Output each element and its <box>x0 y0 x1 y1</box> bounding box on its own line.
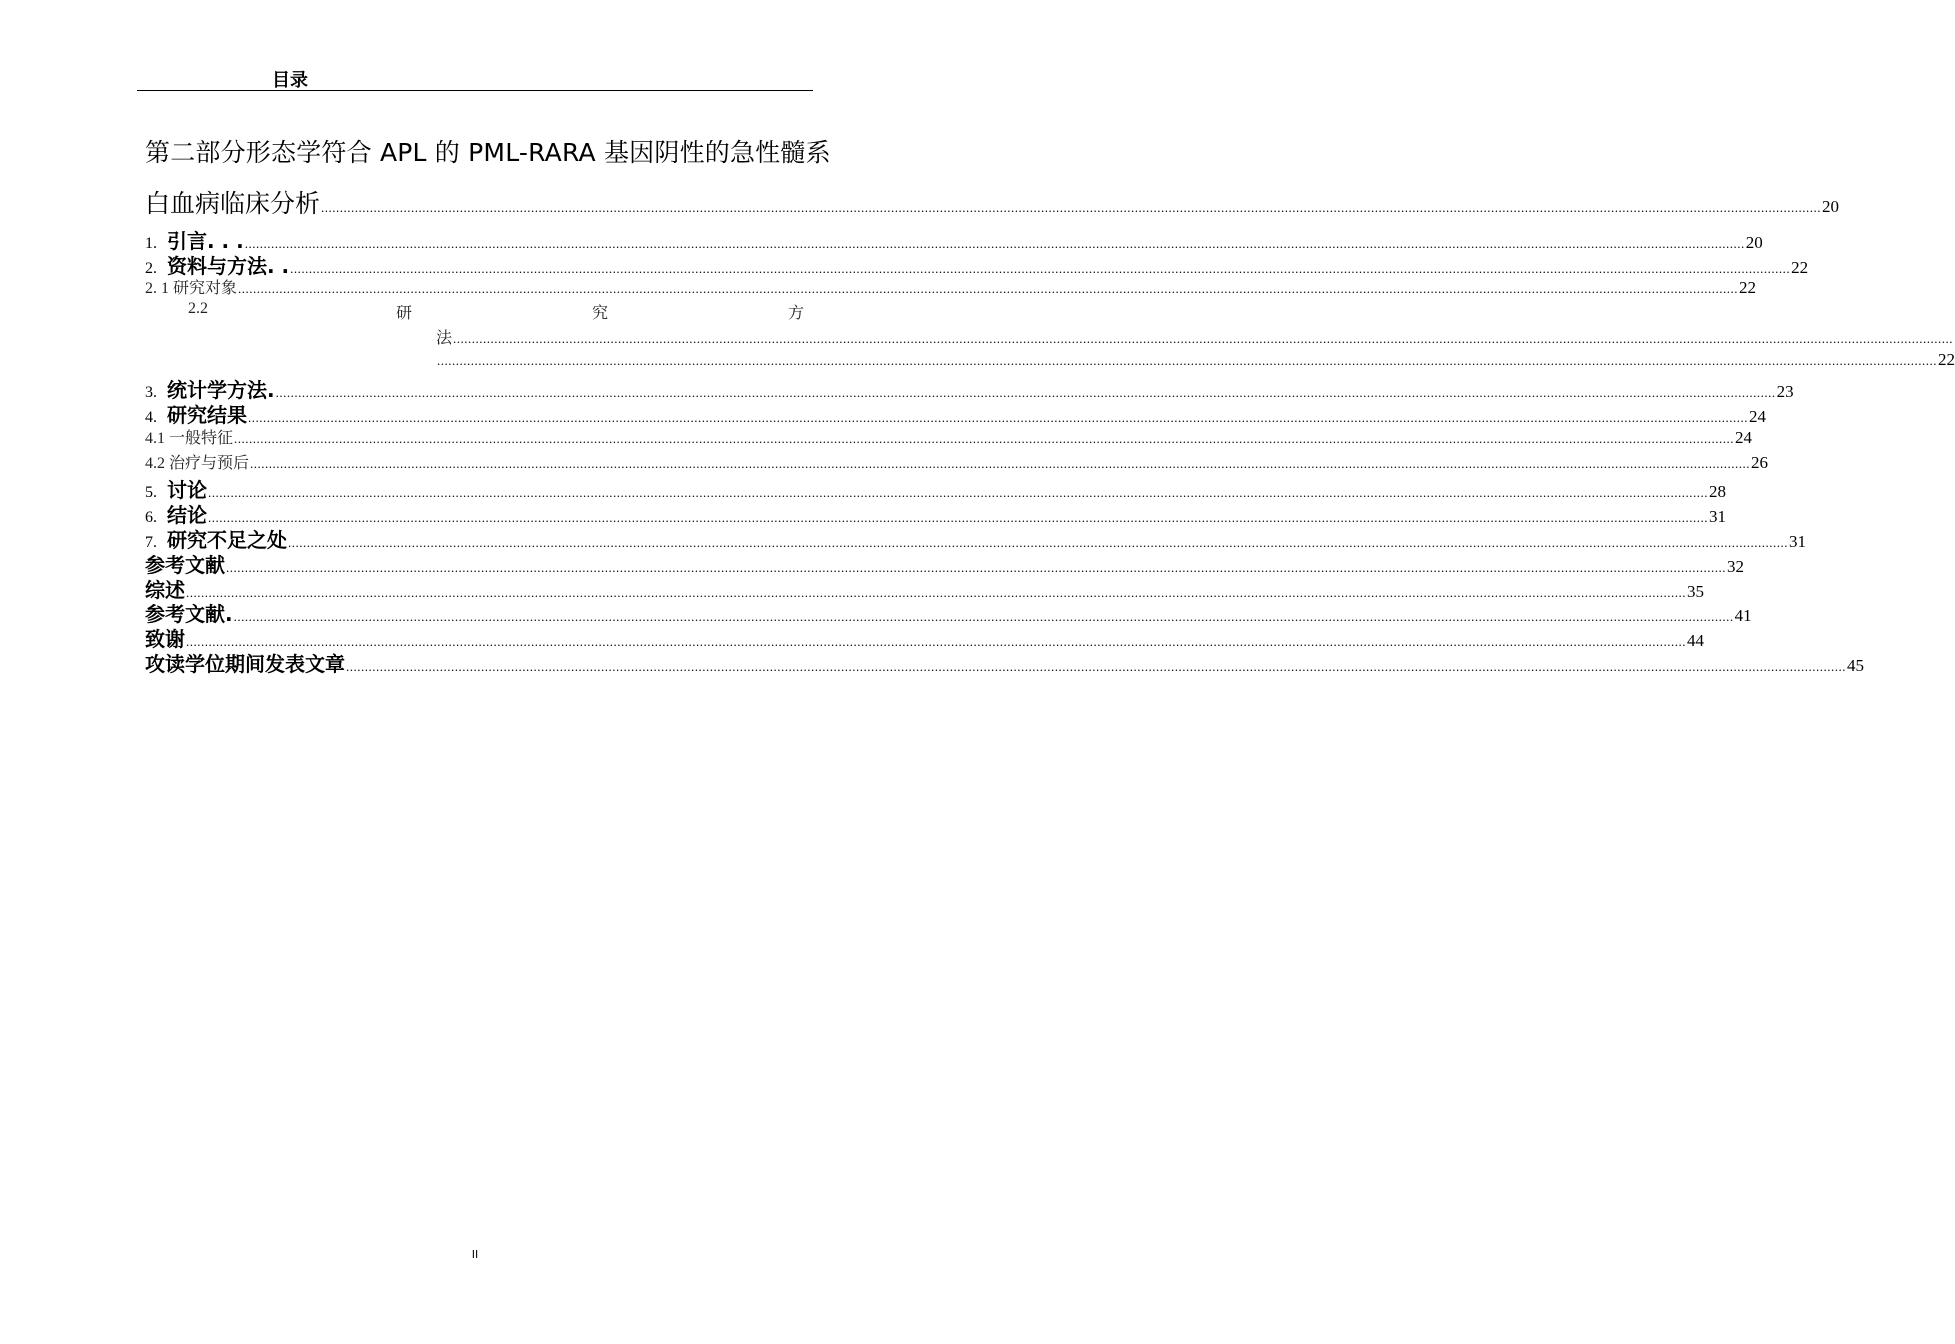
page-number: 22 <box>1791 258 1809 277</box>
leader-dots: ................................................................................................................................................................................................................................................................................................................................................................................................................ <box>233 609 1734 624</box>
leader-dots: ................................................................................................................................................................................................................................................................................................................................................................................................................ <box>234 431 1735 446</box>
page-number: 31 <box>1789 532 1806 551</box>
leader-dots: ................................................................................................................................................................................................................................................................................................................................................................................................................ <box>453 331 1954 346</box>
page-number: 20 <box>1745 233 1763 252</box>
page-number: 44 <box>1687 631 1704 650</box>
part-title-line1: 第二部分形态学符合 APL 的 PML-RARA 基因阴性的急性髓系 <box>145 138 831 167</box>
leader-dots: ................................................................................................................................................................................................................................................................................................................................................................................................................ <box>437 353 1937 368</box>
header-rule <box>137 90 813 91</box>
page-number: 35 <box>1687 582 1704 601</box>
page-number: 22 <box>1739 278 1757 297</box>
entry-label-part: 法 <box>436 330 453 347</box>
entry-label: 4.2 治疗与预后 <box>145 455 250 472</box>
page-number: 22 <box>1938 350 1955 369</box>
entry-label: 综述 <box>145 578 185 602</box>
toc-entry-part2[interactable] <box>145 184 1840 220</box>
entry-number: 3. <box>145 384 157 401</box>
entry-label-part: 方 <box>788 305 805 322</box>
leader-dots: ................................................................................................................................................................................................................................................................................................................................................................................................................ <box>238 281 1739 296</box>
entry-number: 4. <box>145 409 157 426</box>
leader-dots: ................................................................................................................................................................................................................................................................................................................................................................................................................ <box>321 200 1822 215</box>
entry-number: 2. <box>145 260 157 277</box>
entry-label: 讨论 <box>167 478 207 502</box>
leader-dots: ................................................................................................................................................................................................................................................................................................................................................................................................................ <box>208 510 1708 525</box>
entry-number: 5. <box>145 484 157 501</box>
leader-dots: ................................................................................................................................................................................................................................................................................................................................................................................................................ <box>275 385 1776 400</box>
entry-number: 2.2 <box>188 300 208 317</box>
part-title-line2: 白血病临床分析 <box>145 189 321 218</box>
page-number: 28 <box>1709 482 1726 501</box>
entry-label: 4.1 一般特征 <box>145 430 234 447</box>
entry-number: 1. <box>145 235 157 252</box>
toc-entry-2-1[interactable] <box>145 275 1757 298</box>
page-number: 41 <box>1734 606 1752 625</box>
leader-dots: ................................................................................................................................................................................................................................................................................................................................................................................................................ <box>288 535 1788 550</box>
entry-number: 7. <box>145 534 157 551</box>
entry-label-part: 研 <box>396 305 413 322</box>
leader-dots: ................................................................................................................................................................................................................................................................................................................................................................................................................ <box>250 456 1751 471</box>
page-number: 31 <box>1709 507 1726 526</box>
entry-label: 2. 1 研究对象 <box>145 280 238 297</box>
toc-entry-publications[interactable] <box>145 648 1864 677</box>
entry-label: 研究结果 <box>167 403 247 427</box>
leader-dots: ................................................................................................................................................................................................................................................................................................................................................................................................................ <box>186 585 1686 600</box>
entry-number: 6. <box>145 509 157 526</box>
entry-label: 统计学方法. <box>167 378 275 402</box>
leader-dots: ................................................................................................................................................................................................................................................................................................................................................................................................................ <box>248 410 1748 425</box>
leader-dots: ................................................................................................................................................................................................................................................................................................................................................................................................................ <box>186 634 1686 649</box>
leader-dots: ................................................................................................................................................................................................................................................................................................................................................................................................................ <box>208 485 1708 500</box>
entry-label: 引言. . . <box>167 229 244 253</box>
entry-label-part: 究 <box>592 305 609 322</box>
leader-dots: ................................................................................................................................................................................................................................................................................................................................................................................................................ <box>346 659 1846 674</box>
entry-label: 资料与方法. . <box>167 254 290 278</box>
toc-entry-4-2[interactable] <box>145 450 1769 473</box>
toc-entry-4-1[interactable] <box>145 425 1753 448</box>
header-title: 目录 <box>272 70 308 91</box>
page-number: 45 <box>1847 656 1864 675</box>
entry-label: 研究不足之处 <box>167 528 287 552</box>
page-number: 23 <box>1776 382 1794 401</box>
page-number: 32 <box>1727 557 1744 576</box>
leader-dots: ................................................................................................................................................................................................................................................................................................................................................................................................................ <box>226 560 1726 575</box>
page-number: 24 <box>1749 407 1766 426</box>
leader-dots: ................................................................................................................................................................................................................................................................................................................................................................................................................ <box>244 236 1745 251</box>
entry-label: 参考文献 <box>145 553 225 577</box>
entry-label: 参考文献. <box>145 602 233 626</box>
entry-label: 致谢 <box>145 627 185 651</box>
footer-page-number: II <box>471 1248 479 1261</box>
leader-dots: ................................................................................................................................................................................................................................................................................................................................................................................................................ <box>290 261 1791 276</box>
page-number: 24 <box>1735 428 1753 447</box>
entry-label: 结论 <box>167 503 207 527</box>
page-number: 26 <box>1751 453 1769 472</box>
page-number: 20 <box>1822 197 1840 216</box>
entry-label: 攻读学位期间发表文章 <box>145 652 345 676</box>
toc-entry-4[interactable] <box>145 399 1766 428</box>
